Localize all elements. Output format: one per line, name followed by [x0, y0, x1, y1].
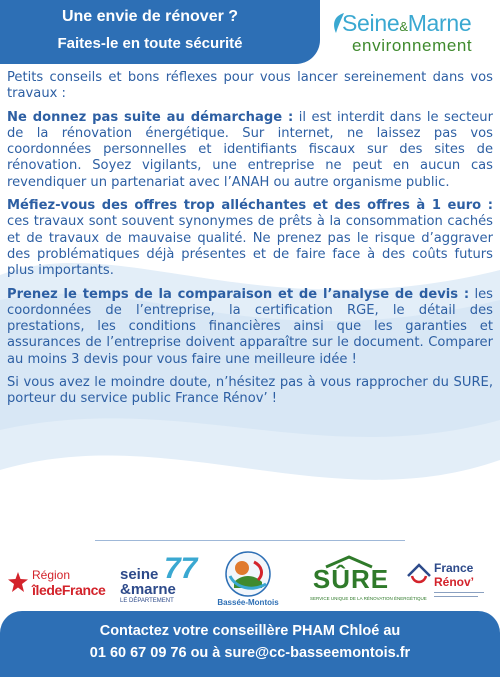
tip-beware-offers — [7, 198, 493, 279]
tip2-title: Méfiez-vous des offres trop alléchantes et des offres à 1 euro : — [7, 198, 493, 214]
contact-line1: Contactez votre conseillère PHAM Chloé au — [99, 623, 401, 639]
tip-compare-quotes — [7, 287, 493, 368]
region-idf-logo: Région îledeFrance — [8, 564, 116, 604]
seine-et-marne-environnement-logo — [332, 8, 492, 58]
tip-no-canvassing — [7, 110, 493, 191]
divider — [95, 540, 405, 541]
main-content — [7, 70, 493, 415]
contact-footer — [0, 611, 500, 677]
france-renov-logo: France Rénov’ — [406, 558, 496, 604]
tip3-text: les coordonnées de l’entreprise, la certification RGE, le détail des prestations, les conditions financières ainsi que les garanties et assurances de l’entreprise doivent apparaître sur le document. Comparer au moins 3 devis pour vous faire une meilleure idée ! — [7, 286, 493, 367]
logo-fine-print-line — [434, 596, 478, 597]
header-title-line1: Une envie de rénover ? — [61, 8, 239, 25]
tip3-title: Prenez le temps de la comparaison et de l’analyse de devis : — [7, 286, 470, 302]
logo-fine-print-line — [434, 592, 484, 593]
star-icon — [8, 572, 28, 592]
contact-line2: 01 60 67 09 76 ou à sure@cc-basseemontois.fr — [89, 645, 411, 661]
tip2-text: ces travaux sont souvent synonymes de prêts à la consommation cachés et de travaux de mauvaise qualité. Ne prenez pas le risque d’aggraver des problématiques déjà présentes et de faire face à des coûts futurs plus importants. — [7, 214, 493, 279]
house-icon — [406, 562, 432, 588]
seine-et-marne-departement-logo: seine &marne LE DÉPARTEMENT 77 — [120, 552, 198, 604]
closing-paragraph: Si vous avez le moindre doute, n’hésitez pas à vous rapprocher du SURE, porteur du service public France Rénov’ ! — [7, 375, 493, 407]
tip1-text: il est interdit dans le secteur de la rénovation énergétique. Sur internet, ne laissez pas vos coordonnées personnelles et identifiants fiscaux sur des sites de rénovation. Soyez vigilants, une entreprise ne peut en aucun cas revendiquer un partenariat avec l’ANAH ou autre organisme public. — [7, 109, 493, 190]
header-banner — [0, 0, 320, 64]
partner-logos — [0, 548, 500, 610]
tip1-title: Ne donnez pas suite au démarchage : — [7, 109, 294, 125]
logo-subtitle: environnement — [352, 36, 473, 55]
header-title-line2: Faites-le en toute sécurité — [57, 35, 243, 52]
logo-title: Seine&Marne — [342, 10, 472, 36]
sure-logo: SÛRE SERVICE UNIQUE DE LA RÉNOVATION ÉNERGÉTIQUE — [310, 556, 392, 606]
bassee-montois-logo: Bassée-Montois — [212, 548, 284, 610]
intro-paragraph: Petits conseils et bons réflexes pour vous lancer sereinement dans vos travaux : — [7, 70, 493, 102]
